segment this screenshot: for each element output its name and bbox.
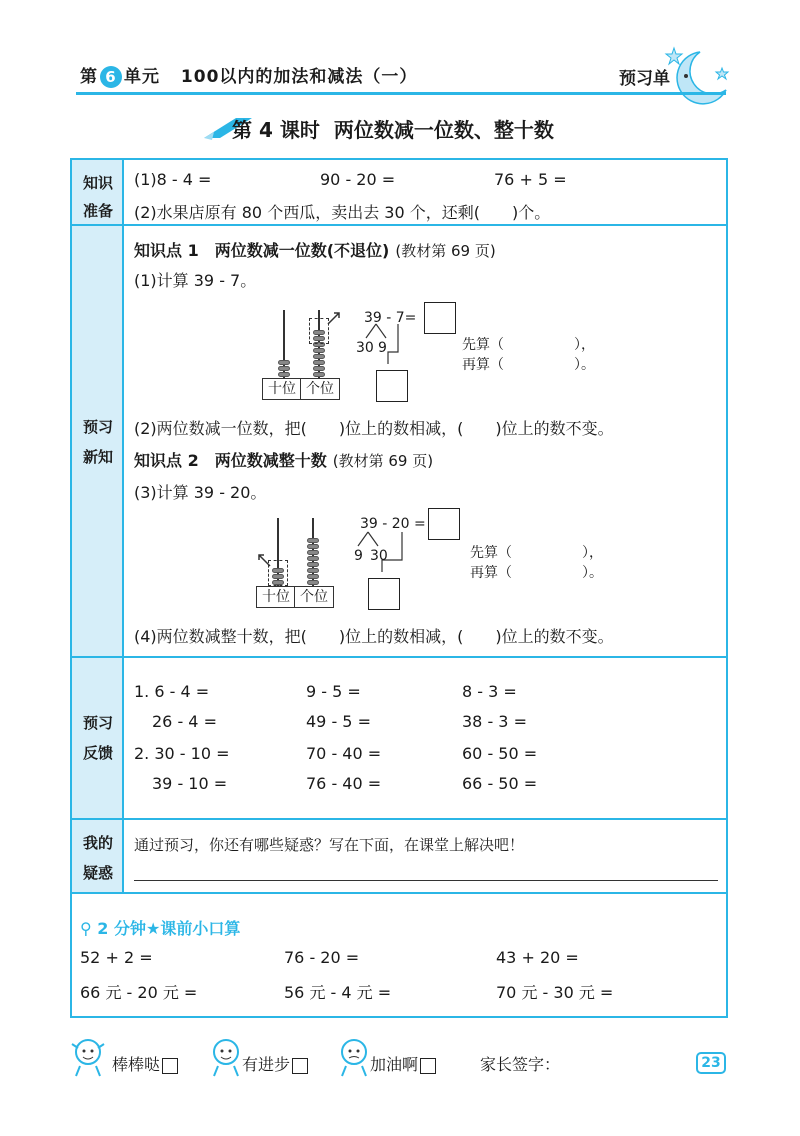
prep-q1b: 90 - 20 = <box>320 170 396 189</box>
side-label: 反馈 <box>82 744 113 762</box>
ones-label: 个位 <box>294 586 334 608</box>
prep-q1c: 76 + 5 = <box>494 170 567 189</box>
split2-b: 30 <box>370 548 388 564</box>
fb-r1c0: 26 - 4 = <box>152 712 217 731</box>
kid-cheer-up-icon <box>334 1034 374 1078</box>
prep-q2: (2)水果店原有 80 个西瓜，卖出去 30 个，还剩( )个。 <box>134 203 551 222</box>
unit-prefix: 第 <box>80 67 98 87</box>
answer-box-1[interactable] <box>424 302 456 334</box>
divider-3 <box>70 818 728 820</box>
page-number: 23 <box>696 1052 726 1074</box>
header-divider <box>76 92 726 95</box>
side-preview-new <box>72 226 124 656</box>
mental-heading <box>80 916 240 939</box>
lesson-number: 第 4 课时 <box>232 118 320 142</box>
first-calc-2: 先算（ ）， <box>470 545 603 561</box>
doubts-writing-line[interactable] <box>134 880 718 881</box>
mental-title: 2 分钟★课前小口算 <box>97 919 241 938</box>
abacus-2 <box>256 518 336 610</box>
side-feedback <box>72 658 124 818</box>
split1-a: 30 <box>356 340 374 356</box>
cheer-label: 加油啊 <box>370 1055 419 1074</box>
divider-4 <box>70 892 728 894</box>
divider-2 <box>70 656 728 658</box>
great-label: 棒棒哒 <box>112 1055 161 1074</box>
side-label: 准备 <box>82 202 113 220</box>
fb-r2c1: 70 - 40 = <box>306 744 382 763</box>
fb-r3c2: 66 - 50 = <box>462 774 538 793</box>
divider-1 <box>70 224 728 226</box>
progress-check <box>242 1052 308 1075</box>
fb-r3c0: 39 - 10 = <box>152 774 228 793</box>
kid-cheer-icon <box>66 1034 112 1078</box>
fb-r2c2: 60 - 50 = <box>462 744 538 763</box>
fb-r1c2: 38 - 3 = <box>462 712 527 731</box>
cheer-checkbox[interactable] <box>420 1058 436 1074</box>
point2-ref: (教材第 69 页) <box>332 452 434 470</box>
q4-label: (4)两位数减整十数，把( )位上的数相减，( )位上的数不变。 <box>134 627 614 646</box>
point1-title: 知识点 1 两位数减一位数(不退位) <box>134 241 390 260</box>
ones-label: 个位 <box>300 378 340 400</box>
fb-r0c2: 8 - 3 = <box>462 682 517 701</box>
unit-title: 100以内的加法和减法（一） <box>180 67 418 87</box>
side-label: 预习 <box>82 714 113 732</box>
eq1: 39 - 7= <box>364 310 417 326</box>
parent-sign[interactable]: 家长签字： <box>480 1055 561 1074</box>
answer-box-3[interactable] <box>428 508 460 540</box>
mm-r1c0: 66 元 - 20 元 = <box>80 983 198 1002</box>
q2-label: (2)两位数减一位数，把( )位上的数相减，( )位上的数不变。 <box>134 419 614 438</box>
q1-label: (1)计算 39 - 7。 <box>134 271 257 290</box>
then-calc-1: 再算（ ）。 <box>462 357 595 373</box>
magnifier-icon: ⚲ <box>80 919 92 938</box>
side-doubts <box>72 820 124 892</box>
split2-a: 9 <box>354 548 363 564</box>
fb-r3c1: 76 - 40 = <box>306 774 382 793</box>
unit-suffix: 单元 <box>124 67 160 87</box>
fb-r2c0: 2. 30 - 10 = <box>134 744 230 763</box>
mm-r0c1: 76 - 20 = <box>284 948 360 967</box>
eq2: 39 - 20 = <box>360 516 426 532</box>
preview-sheet-label: 预习单 <box>619 69 670 89</box>
progress-label: 有进步 <box>242 1055 291 1074</box>
side-knowledge-prep <box>72 160 124 224</box>
side-label: 新知 <box>82 448 113 466</box>
moon-stars-icon <box>660 40 740 110</box>
fb-r0c1: 9 - 5 = <box>306 682 361 701</box>
lesson-topic: 两位数减一位数、整十数 <box>333 118 554 142</box>
point1-ref: (教材第 69 页) <box>395 242 496 260</box>
abacus-1 <box>262 310 342 402</box>
fb-r0c0: 1. 6 - 4 = <box>134 682 210 701</box>
tens-label: 十位 <box>262 378 302 400</box>
point2-title: 知识点 2 两位数减整十数 <box>134 451 327 470</box>
first-calc-1: 先算（ ）， <box>462 337 595 353</box>
mm-r0c0: 52 + 2 = <box>80 948 153 967</box>
progress-checkbox[interactable] <box>292 1058 308 1074</box>
cheer-check <box>370 1052 436 1075</box>
unit-number: 6 <box>100 66 122 88</box>
kid-progress-icon <box>206 1034 246 1078</box>
prep-q1a: (1)8 - 4 = <box>134 170 212 189</box>
doubts-prompt: 通过预习，你还有哪些疑惑？写在下面，在课堂上解决吧！ <box>134 836 525 854</box>
point1-heading <box>134 238 496 261</box>
mm-r1c1: 56 元 - 4 元 = <box>284 983 392 1002</box>
mm-r0c2: 43 + 20 = <box>496 948 579 967</box>
unit-header <box>80 62 417 88</box>
fb-r1c1: 49 - 5 = <box>306 712 371 731</box>
lesson-title <box>232 114 554 143</box>
then-calc-2: 再算（ ）。 <box>470 565 603 581</box>
point2-heading <box>134 448 433 471</box>
side-label: 我的 <box>82 834 113 852</box>
side-label: 知识 <box>82 174 113 192</box>
tens-label: 十位 <box>256 586 296 608</box>
answer-box-2[interactable] <box>376 370 408 402</box>
side-label: 疑惑 <box>82 864 113 882</box>
great-check <box>112 1052 178 1075</box>
mm-r1c2: 70 元 - 30 元 = <box>496 983 614 1002</box>
answer-box-4[interactable] <box>368 578 400 610</box>
side-label: 预习 <box>82 418 113 436</box>
q3-label: (3)计算 39 - 20。 <box>134 483 267 502</box>
great-checkbox[interactable] <box>162 1058 178 1074</box>
split1-b: 9 <box>378 340 387 356</box>
